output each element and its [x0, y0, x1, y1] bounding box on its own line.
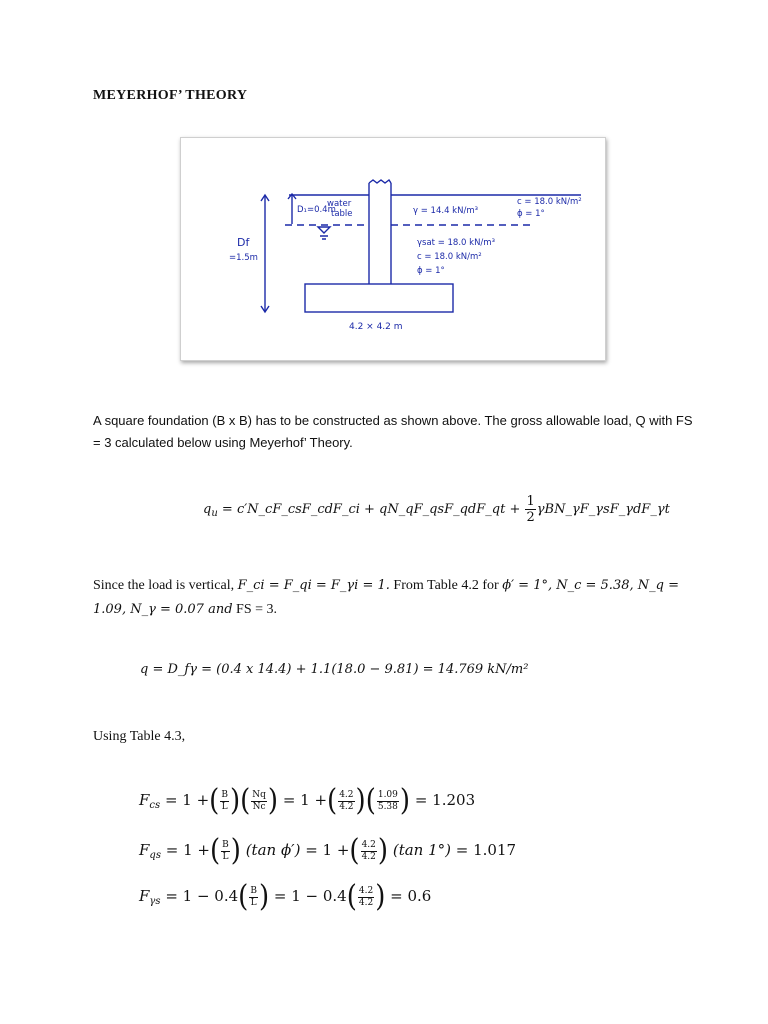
foundation-sketch [180, 137, 606, 361]
eq-term2: γBN_γF_γsF_γdF_γt [536, 502, 670, 517]
fqs-result: = 1.017 [455, 841, 517, 859]
c-upper: c = 18.0 kN/m² [517, 197, 582, 207]
load-paragraph: Since the load is vertical, F_ci = F_qi = F_γi = 1. From Table 4.2 for ϕ′ = 1°, N_c = 5.38, N_q = 1.09, N_γ = 0.07 and FS = 3. [93, 578, 679, 617]
bearing-factors: ϕ′ = 1°, N_c = 5.38, N_q = 1.09, N_γ = 0.07 and [93, 578, 679, 617]
half-fraction: $\frac{1}{2}$ [526, 494, 535, 525]
footing-size: 4.2 × 4.2 m [349, 322, 403, 332]
overburden-equation: q = D_fγ = (0.4 x 14.4) + 1.1(18.0 − 9.81) = 14.769 kN/m² [140, 662, 529, 677]
bearing-capacity-equation [203, 494, 670, 525]
eq-lhs: q [203, 502, 212, 517]
intro-paragraph: A square foundation (B x B) has to be constructed as shown above. The gross allowable load, Q with FS = 3 calculated below using Meyerhof’ Theory. [93, 413, 693, 450]
fcs-result: = 1.203 [414, 791, 476, 809]
gamma-sat: γsat = 18.0 kN/m³ [417, 238, 495, 248]
water-table-label-1: water [327, 199, 352, 209]
sketch-svg [181, 138, 605, 360]
gamma-upper: γ = 14.4 kN/m³ [413, 206, 479, 216]
phi-lower: ϕ = 1° [417, 266, 445, 276]
water-symbol-icon [318, 227, 330, 233]
page-title: MEYERHOF’ THEORY [93, 88, 248, 103]
fys-result: = 0.6 [390, 887, 432, 905]
table-paragraph: Using Table 4.3, [93, 729, 186, 744]
df-label: Df [237, 236, 250, 249]
inclination-factors: F_ci = F_qi = F_γi = 1. [237, 578, 390, 593]
footing [305, 284, 453, 312]
eq-lhs-sub: u [211, 508, 218, 519]
d1-label: D₁=0.4m [297, 205, 336, 215]
df-value: =1.5m [229, 253, 258, 263]
fqs-equation: $F_{qs} = 1$ +( $\frac{B}{L}$ ) (tan ϕ′) = 1 +( $\frac{4.2}{4.2}$ ) (tan 1°) = 1.017 [139, 833, 517, 869]
fys-equation: $F_{\gamma s} = 1 - 0.4$( $\frac{B}{L}$ ) = 1 − 0.4( $\frac{4.2}{4.2}$ ) = 0.6 [139, 879, 432, 915]
column-break-line [369, 180, 391, 183]
water-table-label-2: table [331, 209, 353, 219]
phi-upper: ϕ = 1° [517, 209, 545, 219]
eq-term1: = c′N_cF_csF_cdF_ci + qN_qF_qsF_qdF_qt + [221, 502, 521, 517]
fcs-equation: $F_{cs} = 1$ +( $\frac{B}{L}$ )( $\frac{Nq}{Nc}$ ) = 1 +( $\frac{4.2}{4.2}$ )( $\frac{1.09}{5.38}$ ) = 1.203 [139, 783, 476, 819]
c-lower: c = 18.0 kN/m² [417, 252, 482, 262]
